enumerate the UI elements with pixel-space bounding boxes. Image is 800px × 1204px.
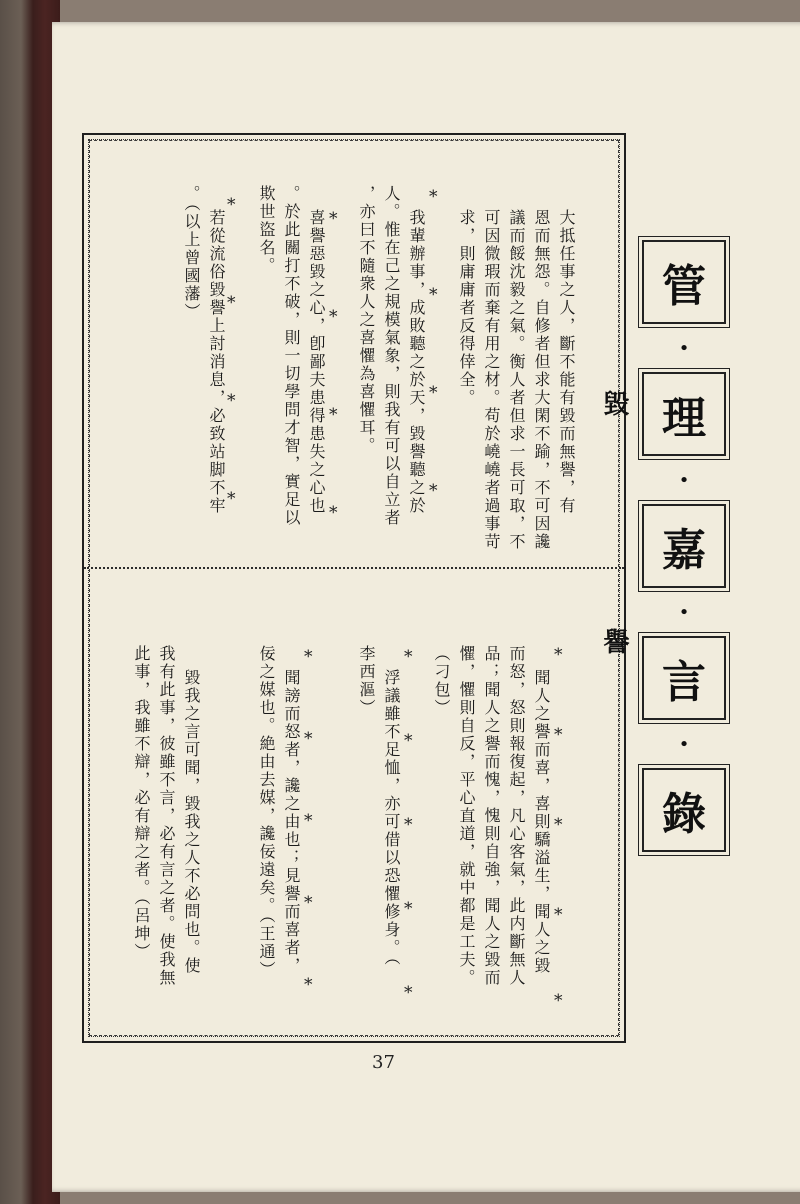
text-frame [82, 133, 626, 1043]
title-char: 管 [642, 240, 726, 324]
separator-star: * [404, 731, 413, 751]
separator-star: * [304, 647, 313, 667]
separator-star: * [227, 195, 236, 215]
separator-star: * [554, 991, 563, 1011]
separator-star: * [429, 383, 438, 403]
separator-star: * [329, 503, 338, 523]
separator-star: * [554, 905, 563, 925]
bottom-column: （刁包） [432, 645, 451, 717]
separator-star: * [404, 983, 413, 1003]
separator-star: * [554, 725, 563, 745]
bottom-column: 懼，懼則自反，平心直道，就中都是工夫。 [457, 645, 476, 987]
separator-star: * [227, 293, 236, 313]
top-column: ，亦曰不隨衆人之喜懼為喜懼耳。 [357, 185, 376, 455]
top-column: 求，則庸庸者反得倖全。 [457, 209, 476, 407]
book-spine [0, 0, 60, 1204]
bottom-column: 品；聞人之譽而愧，愧則自強，聞人之毀而 [482, 645, 501, 987]
book-title [632, 240, 736, 852]
top-column: 。於此關打不破，則一切學問才智，實足以 [282, 185, 301, 527]
bottom-column: 浮議雖不足恤，亦可借以恐懼修身。（ [382, 669, 401, 967]
top-column: 欺世盜名。 [257, 185, 276, 275]
title-char: 言 [642, 636, 726, 720]
separator-star: * [554, 645, 563, 665]
title-separator: • [678, 601, 690, 623]
top-column: 議而餒沈毅之氣。衡人者但求一長可取，不 [507, 209, 526, 551]
top-column: 若從流俗毀譽上討消息，必致站脚不牢 [207, 209, 226, 515]
title-char: 理 [642, 372, 726, 456]
separator-star: * [227, 489, 236, 509]
separator-star: * [304, 975, 313, 995]
separator-star: * [404, 899, 413, 919]
title-char: 錄 [642, 768, 726, 852]
heading-top: 毀 [599, 390, 629, 416]
bottom-column: 佞之媒也。絶由去媒，讒佞遠矣。（王通） [257, 645, 276, 979]
top-column: 。（以上曾國藩） [182, 185, 201, 321]
title-char: 嘉 [642, 504, 726, 588]
top-column: 喜譽惡毀之心，卽鄙夫患得患失之心也 [307, 209, 326, 515]
bottom-column: 李西漚） [357, 645, 376, 717]
separator-star: * [304, 729, 313, 749]
bottom-column: 聞人之譽而喜，喜則驕溢生，聞人之毀 [532, 669, 551, 975]
separator-star: * [329, 307, 338, 327]
separator-star: * [554, 815, 563, 835]
separator-star: * [429, 481, 438, 501]
section-divider [84, 567, 624, 569]
separator-star: * [404, 647, 413, 667]
separator-star: * [329, 209, 338, 229]
top-column: 人。惟在己之規模氣象，則我有可以自立者 [382, 185, 401, 527]
separator-star: * [404, 815, 413, 835]
bottom-column: 此事，我雖不辯，必有辯之者。（呂坤） [132, 645, 151, 961]
top-column: 可因微瑕而棄有用之材。苟於嶢嶢者過事苛 [482, 209, 501, 551]
bottom-column: 而怒，怒則報復起，凡心客氣，此内斷無人 [507, 645, 526, 987]
top-column: 恩而無怨。自修者但求大閑不踰，不可因讒 [532, 209, 551, 551]
title-separator: • [678, 733, 690, 755]
separator-star: * [304, 893, 313, 913]
page-number: 37 [372, 1052, 395, 1073]
top-column: 我輩辦事，成敗聽之於天，毀譽聽之於 [407, 209, 426, 515]
bottom-column: 毀我之言可聞，毀我之人不必問也。使 [182, 669, 201, 975]
top-column: 大抵任事之人，斷不能有毀而無譽，有 [557, 209, 576, 515]
bottom-column: 我有此事，彼雖不言，必有言之者。使我無 [157, 645, 176, 987]
separator-star: * [429, 285, 438, 305]
heading-bottom: 譽 [599, 628, 629, 654]
title-separator: • [678, 337, 690, 359]
separator-star: * [329, 405, 338, 425]
bottom-column: 聞謗而怒者，讒之由也；見譽而喜者， [282, 669, 301, 975]
separator-star: * [227, 391, 236, 411]
title-separator: • [678, 469, 690, 491]
separator-star: * [304, 811, 313, 831]
separator-star: * [429, 187, 438, 207]
